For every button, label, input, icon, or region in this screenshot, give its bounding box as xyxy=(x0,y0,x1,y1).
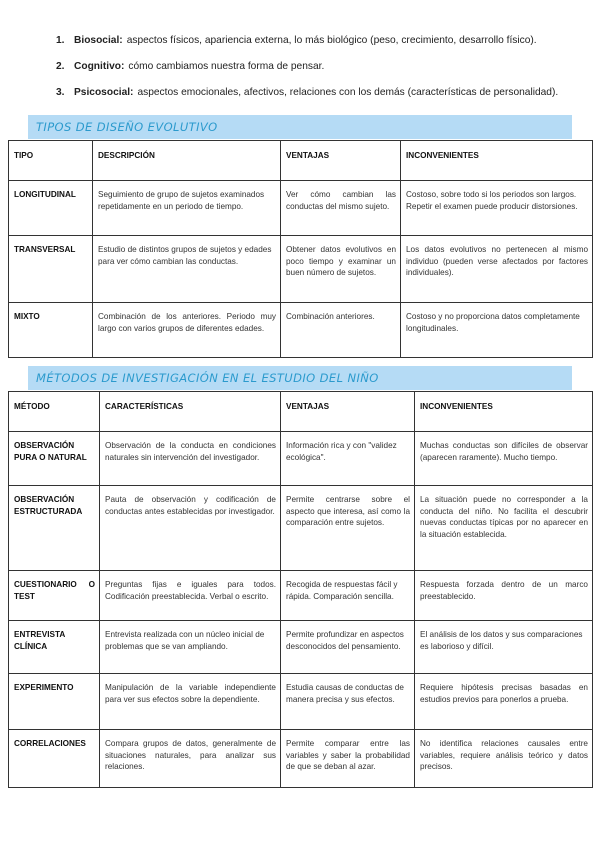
disadvantages-cell: Costoso, sobre todo si los periodos son largos. Repetir el examen puede producir distorsiones. xyxy=(401,181,593,236)
term-description: aspectos emocionales, afectivos, relaciones con los demás (características de personalidad). xyxy=(137,87,559,98)
column-header: MÉTODO xyxy=(9,392,100,432)
row-label: TRANSVERSAL xyxy=(9,236,93,303)
advantages-cell: Obtener datos evolutivos en poco tiempo y examinar un buen número de sujetos. xyxy=(281,236,401,303)
row-label: MIXTO xyxy=(9,303,93,358)
row-label: ENTREVISTA CLÍNICA xyxy=(9,621,100,674)
column-header: VENTAJAS xyxy=(281,141,401,181)
disadvantages-cell: Muchas conductas son difíciles de observar (aparecen raramente). Mucho tiempo. xyxy=(415,432,593,486)
section-banner-tipos xyxy=(28,115,572,139)
table-header-row xyxy=(9,141,593,181)
table-row xyxy=(9,730,593,788)
disadvantages-cell: El análisis de los datos y sus comparaciones es laborioso y difícil. xyxy=(415,621,593,674)
description-cell: Seguimiento de grupo de sujetos examinados repetidamente en un periodo de tiempo. xyxy=(93,181,281,236)
table-row xyxy=(9,621,593,674)
table-row xyxy=(9,181,593,236)
research-methods-table xyxy=(8,391,593,788)
table-row xyxy=(9,571,593,621)
characteristics-cell: Entrevista realizada con un núcleo inicial de problemas que se van ampliando. xyxy=(100,621,281,674)
disadvantages-cell: Costoso y no proporciona datos completamente longitudinales. xyxy=(401,303,593,358)
column-header: INCONVENIENTES xyxy=(415,392,593,432)
disadvantages-cell: La situación puede no corresponder a la conducta del niño. No facilita el descubrir nuevas conductas típicas por no aparecer en la situación establecida. xyxy=(415,486,593,571)
column-header: TIPO xyxy=(9,141,93,181)
table-row xyxy=(9,674,593,730)
term-description: aspectos físicos, apariencia externa, lo más biológico (peso, crecimiento, desarrollo físico). xyxy=(126,35,537,46)
intro-item xyxy=(56,34,586,60)
disadvantages-cell: Los datos evolutivos no pertenecen al mismo individuo (pueden verse afectados por factores individuales). xyxy=(401,236,593,303)
table-header-row xyxy=(9,392,593,432)
row-label: EXPERIMENTO xyxy=(9,674,100,730)
advantages-cell: Estudia causas de conductas de manera precisa y sus efectos. xyxy=(281,674,415,730)
disadvantages-cell: Respuesta forzada dentro de un marco preestablecido. xyxy=(415,571,593,621)
table-row xyxy=(9,303,593,358)
column-header: INCONVENIENTES xyxy=(401,141,593,181)
row-label: LONGITUDINAL xyxy=(9,181,93,236)
term-description: cómo cambiamos nuestra forma de pensar. xyxy=(128,61,325,72)
section-banner-metodos xyxy=(28,366,572,390)
advantages-cell: Permite comparar entre las variables y saber la probabilidad de que se deban al azar. xyxy=(281,730,415,788)
intro-list xyxy=(56,34,586,112)
term-label: Psicosocial: xyxy=(74,87,134,98)
characteristics-cell: Compara grupos de datos, generalmente de situaciones naturales, para analizar sus relaciones. xyxy=(100,730,281,788)
advantages-cell: Recogida de respuestas fácil y rápida. Comparación sencilla. xyxy=(281,571,415,621)
advantages-cell: Combinación anteriores. xyxy=(281,303,401,358)
column-header: CARACTERÍSTICAS xyxy=(100,392,281,432)
advantages-cell: Permite profundizar en aspectos desconocidos del pensamiento. xyxy=(281,621,415,674)
table-row xyxy=(9,486,593,571)
row-label: OBSERVACIÓN ESTRUCTURADA xyxy=(9,486,100,571)
characteristics-cell: Preguntas fijas e iguales para todos. Codificación preestablecida. Verbal o escrito. xyxy=(100,571,281,621)
description-cell: Estudio de distintos grupos de sujetos y edades para ver cómo cambian las conductas. xyxy=(93,236,281,303)
row-label: OBSERVACIÓN PURA O NATURAL xyxy=(9,432,100,486)
table-row xyxy=(9,236,593,303)
intro-item xyxy=(56,60,586,86)
list-number: 1. xyxy=(56,35,65,46)
list-number: 2. xyxy=(56,61,65,72)
section-title: TIPOS DE DISEÑO EVOLUTIVO xyxy=(36,120,218,134)
advantages-cell: Ver cómo cambian las conductas del mismo sujeto. xyxy=(281,181,401,236)
disadvantages-cell: Requiere hipótesis precisas basadas en estudios previos para ponerlos a prueba. xyxy=(415,674,593,730)
characteristics-cell: Pauta de observación y codificación de conductas antes establecidas por investigador. xyxy=(100,486,281,571)
term-label: Cognitivo: xyxy=(74,61,125,72)
design-types-table xyxy=(8,140,593,358)
list-number: 3. xyxy=(56,87,65,98)
intro-item xyxy=(56,86,586,112)
row-label: CORRELACIONES xyxy=(9,730,100,788)
description-cell: Combinación de los anteriores. Periodo muy largo con varios grupos de diferentes edades. xyxy=(93,303,281,358)
characteristics-cell: Manipulación de la variable independiente para ver sus efectos sobre la dependiente. xyxy=(100,674,281,730)
advantages-cell: Permite centrarse sobre el aspecto que interesa, así como la comparación entre sujetos. xyxy=(281,486,415,571)
characteristics-cell: Observación de la conducta en condiciones naturales sin intervención del investigador. xyxy=(100,432,281,486)
table-row xyxy=(9,432,593,486)
row-label: CUESTIONARIO O TEST xyxy=(9,571,100,621)
term-label: Biosocial: xyxy=(74,35,123,46)
section-title: MÉTODOS DE INVESTIGACIÓN EN EL ESTUDIO DEL NIÑO xyxy=(36,371,379,385)
column-header: DESCRIPCIÓN xyxy=(93,141,281,181)
column-header: VENTAJAS xyxy=(281,392,415,432)
advantages-cell: Información rica y con "validez ecológica". xyxy=(281,432,415,486)
disadvantages-cell: No identifica relaciones causales entre variables, requiere análisis teórico y datos precisos. xyxy=(415,730,593,788)
